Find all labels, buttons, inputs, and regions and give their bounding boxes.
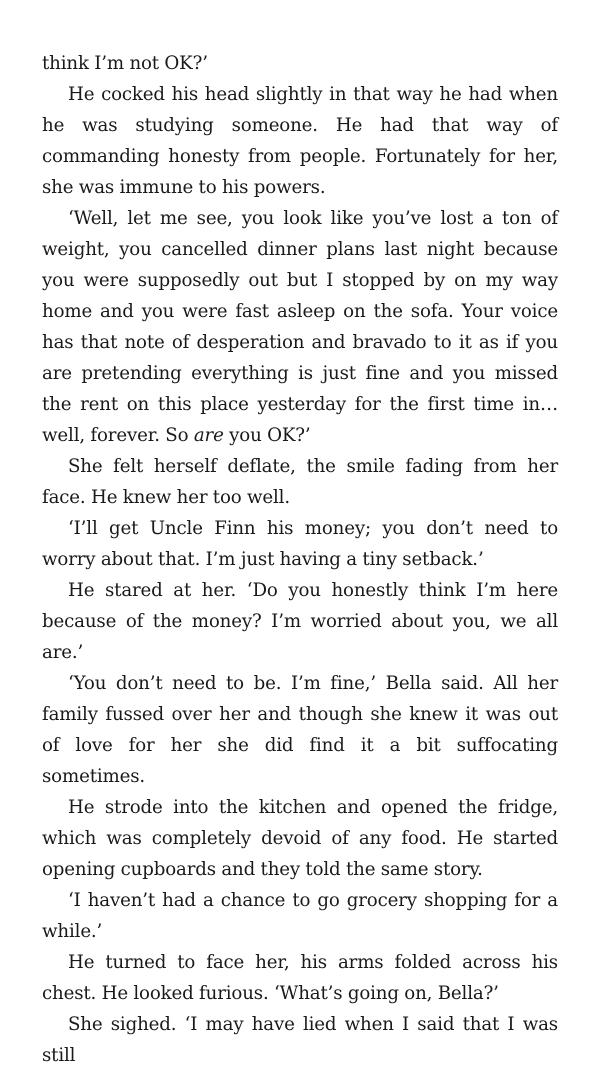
paragraph — [42, 513, 558, 575]
paragraph — [42, 792, 558, 885]
paragraph-text: He strode into the kitchen and opened the fridge, which was completely devoid of any food. He started opening cupboards and they told the same story. — [42, 797, 558, 880]
paragraph — [42, 79, 558, 203]
paragraph-text: She sighed. ‘I may have lied when I said that I was still — [42, 1014, 558, 1066]
paragraph-text: He cocked his head slightly in that way he had when he was studying someone. He had that way of commanding honesty from people. Fortunately for her, she was immune to his powers. — [42, 84, 558, 198]
paragraph-text: She felt herself deflate, the smile fading from her face. He knew her too well. — [42, 456, 558, 508]
paragraph — [42, 947, 558, 1009]
emphasis-text: are — [193, 425, 224, 446]
paragraph — [42, 1009, 558, 1071]
paragraph-text: ‘I haven’t had a chance to go grocery shopping for a while.’ — [42, 890, 558, 942]
paragraph — [42, 885, 558, 947]
paragraph — [42, 668, 558, 792]
paragraph-text: He turned to face her, his arms folded across his chest. He looked furious. ‘What’s going on, Bella?’ — [42, 952, 558, 1004]
paragraph — [42, 48, 558, 79]
paragraph-text: ‘Well, let me see, you look like you’ve lost a ton of weight, you cancelled dinner plans last night because you were supposedly out but I stopped by on my way home and you were fast asleep on the sofa. Your voice has that note of desperation and bravado to it as if you are pretending everything is just fine and you missed the rent on this place yesterday for the first time in… well, forever. So — [42, 208, 558, 446]
paragraph — [42, 203, 558, 451]
paragraph-text: He stared at her. ‘Do you honestly think I’m here because of the money? I’m worried about you, we all are.’ — [42, 580, 558, 663]
paragraph-text: you OK?’ — [223, 425, 311, 446]
paragraph — [42, 575, 558, 668]
paragraph-text: ‘You don’t need to be. I’m fine,’ Bella said. All her family fussed over her and though she knew it was out of love for her she did find it a bit suffocating sometimes. — [42, 673, 558, 787]
paragraph — [42, 451, 558, 513]
paragraph-text: ‘I’ll get Uncle Finn his money; you don’t need to worry about that. I’m just having a tiny setback.’ — [42, 518, 558, 570]
book-page-text — [42, 48, 558, 1071]
paragraph-text: think I’m not OK?’ — [42, 53, 208, 74]
